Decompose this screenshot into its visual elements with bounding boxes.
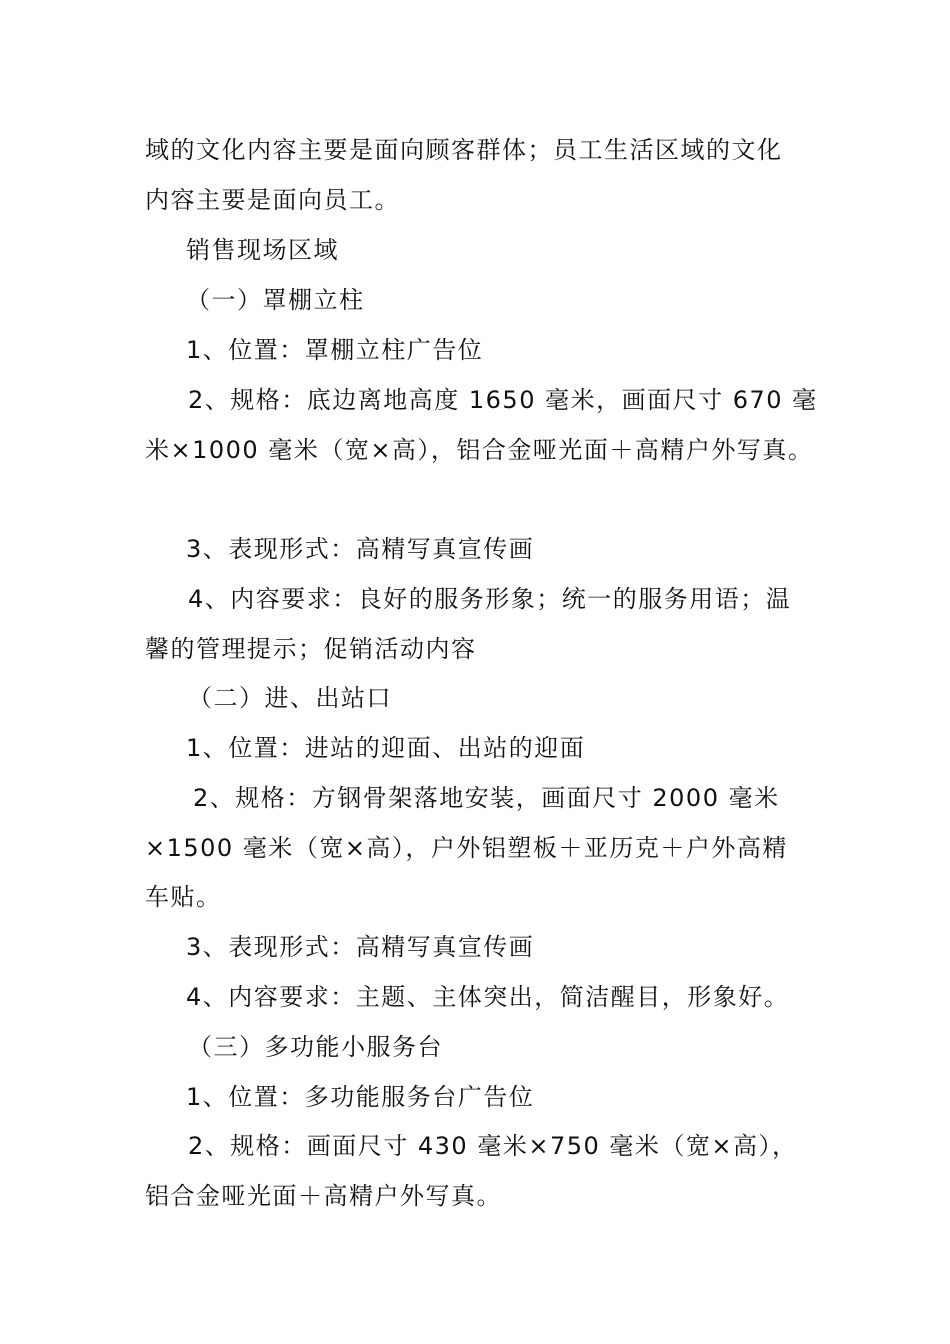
list-item: 2、规格：画面尺寸 430 毫米×750 毫米（宽×高）， — [188, 1132, 798, 1160]
paragraph-line: 域的文化内容主要是面向顾客群体；员工生活区域的文化 — [145, 136, 783, 164]
paragraph-line: 车贴。 — [145, 883, 222, 911]
subsection-heading: （三）多功能小服务台 — [188, 1033, 443, 1061]
list-item: 1、位置：进站的迎面、出站的迎面 — [186, 734, 586, 762]
subsection-heading: （一）罩棚立柱 — [186, 286, 365, 314]
paragraph-line: 米×1000 毫米（宽×高），铝合金哑光面＋高精户外写真。 — [145, 436, 814, 464]
list-item: 4、内容要求：主题、主体突出，简洁醒目，形象好。 — [186, 983, 790, 1011]
paragraph-line: 馨的管理提示；促销活动内容 — [145, 635, 477, 663]
list-item: 3、表现形式：高精写真宣传画 — [186, 933, 535, 961]
list-item: 3、表现形式：高精写真宣传画 — [186, 535, 535, 563]
paragraph-line: ×1500 毫米（宽×高），户外铝塑板＋亚历克＋户外高精 — [145, 834, 788, 862]
subsection-heading: （二）进、出站口 — [188, 684, 392, 712]
list-item: 4、内容要求：良好的服务形象；统一的服务用语；温 — [188, 585, 792, 613]
paragraph-line: 内容主要是面向员工。 — [145, 186, 400, 214]
section-heading: 销售现场区域 — [186, 236, 339, 264]
paragraph-line: 铝合金哑光面＋高精户外写真。 — [145, 1182, 502, 1210]
list-item: 2、规格：方钢骨架落地安装，画面尺寸 2000 毫米 — [193, 784, 780, 812]
list-item: 1、位置：多功能服务台广告位 — [186, 1083, 535, 1111]
list-item: 2、规格：底边离地高度 1650 毫米，画面尺寸 670 毫 — [188, 386, 818, 414]
list-item: 1、位置：罩棚立柱广告位 — [186, 336, 484, 364]
